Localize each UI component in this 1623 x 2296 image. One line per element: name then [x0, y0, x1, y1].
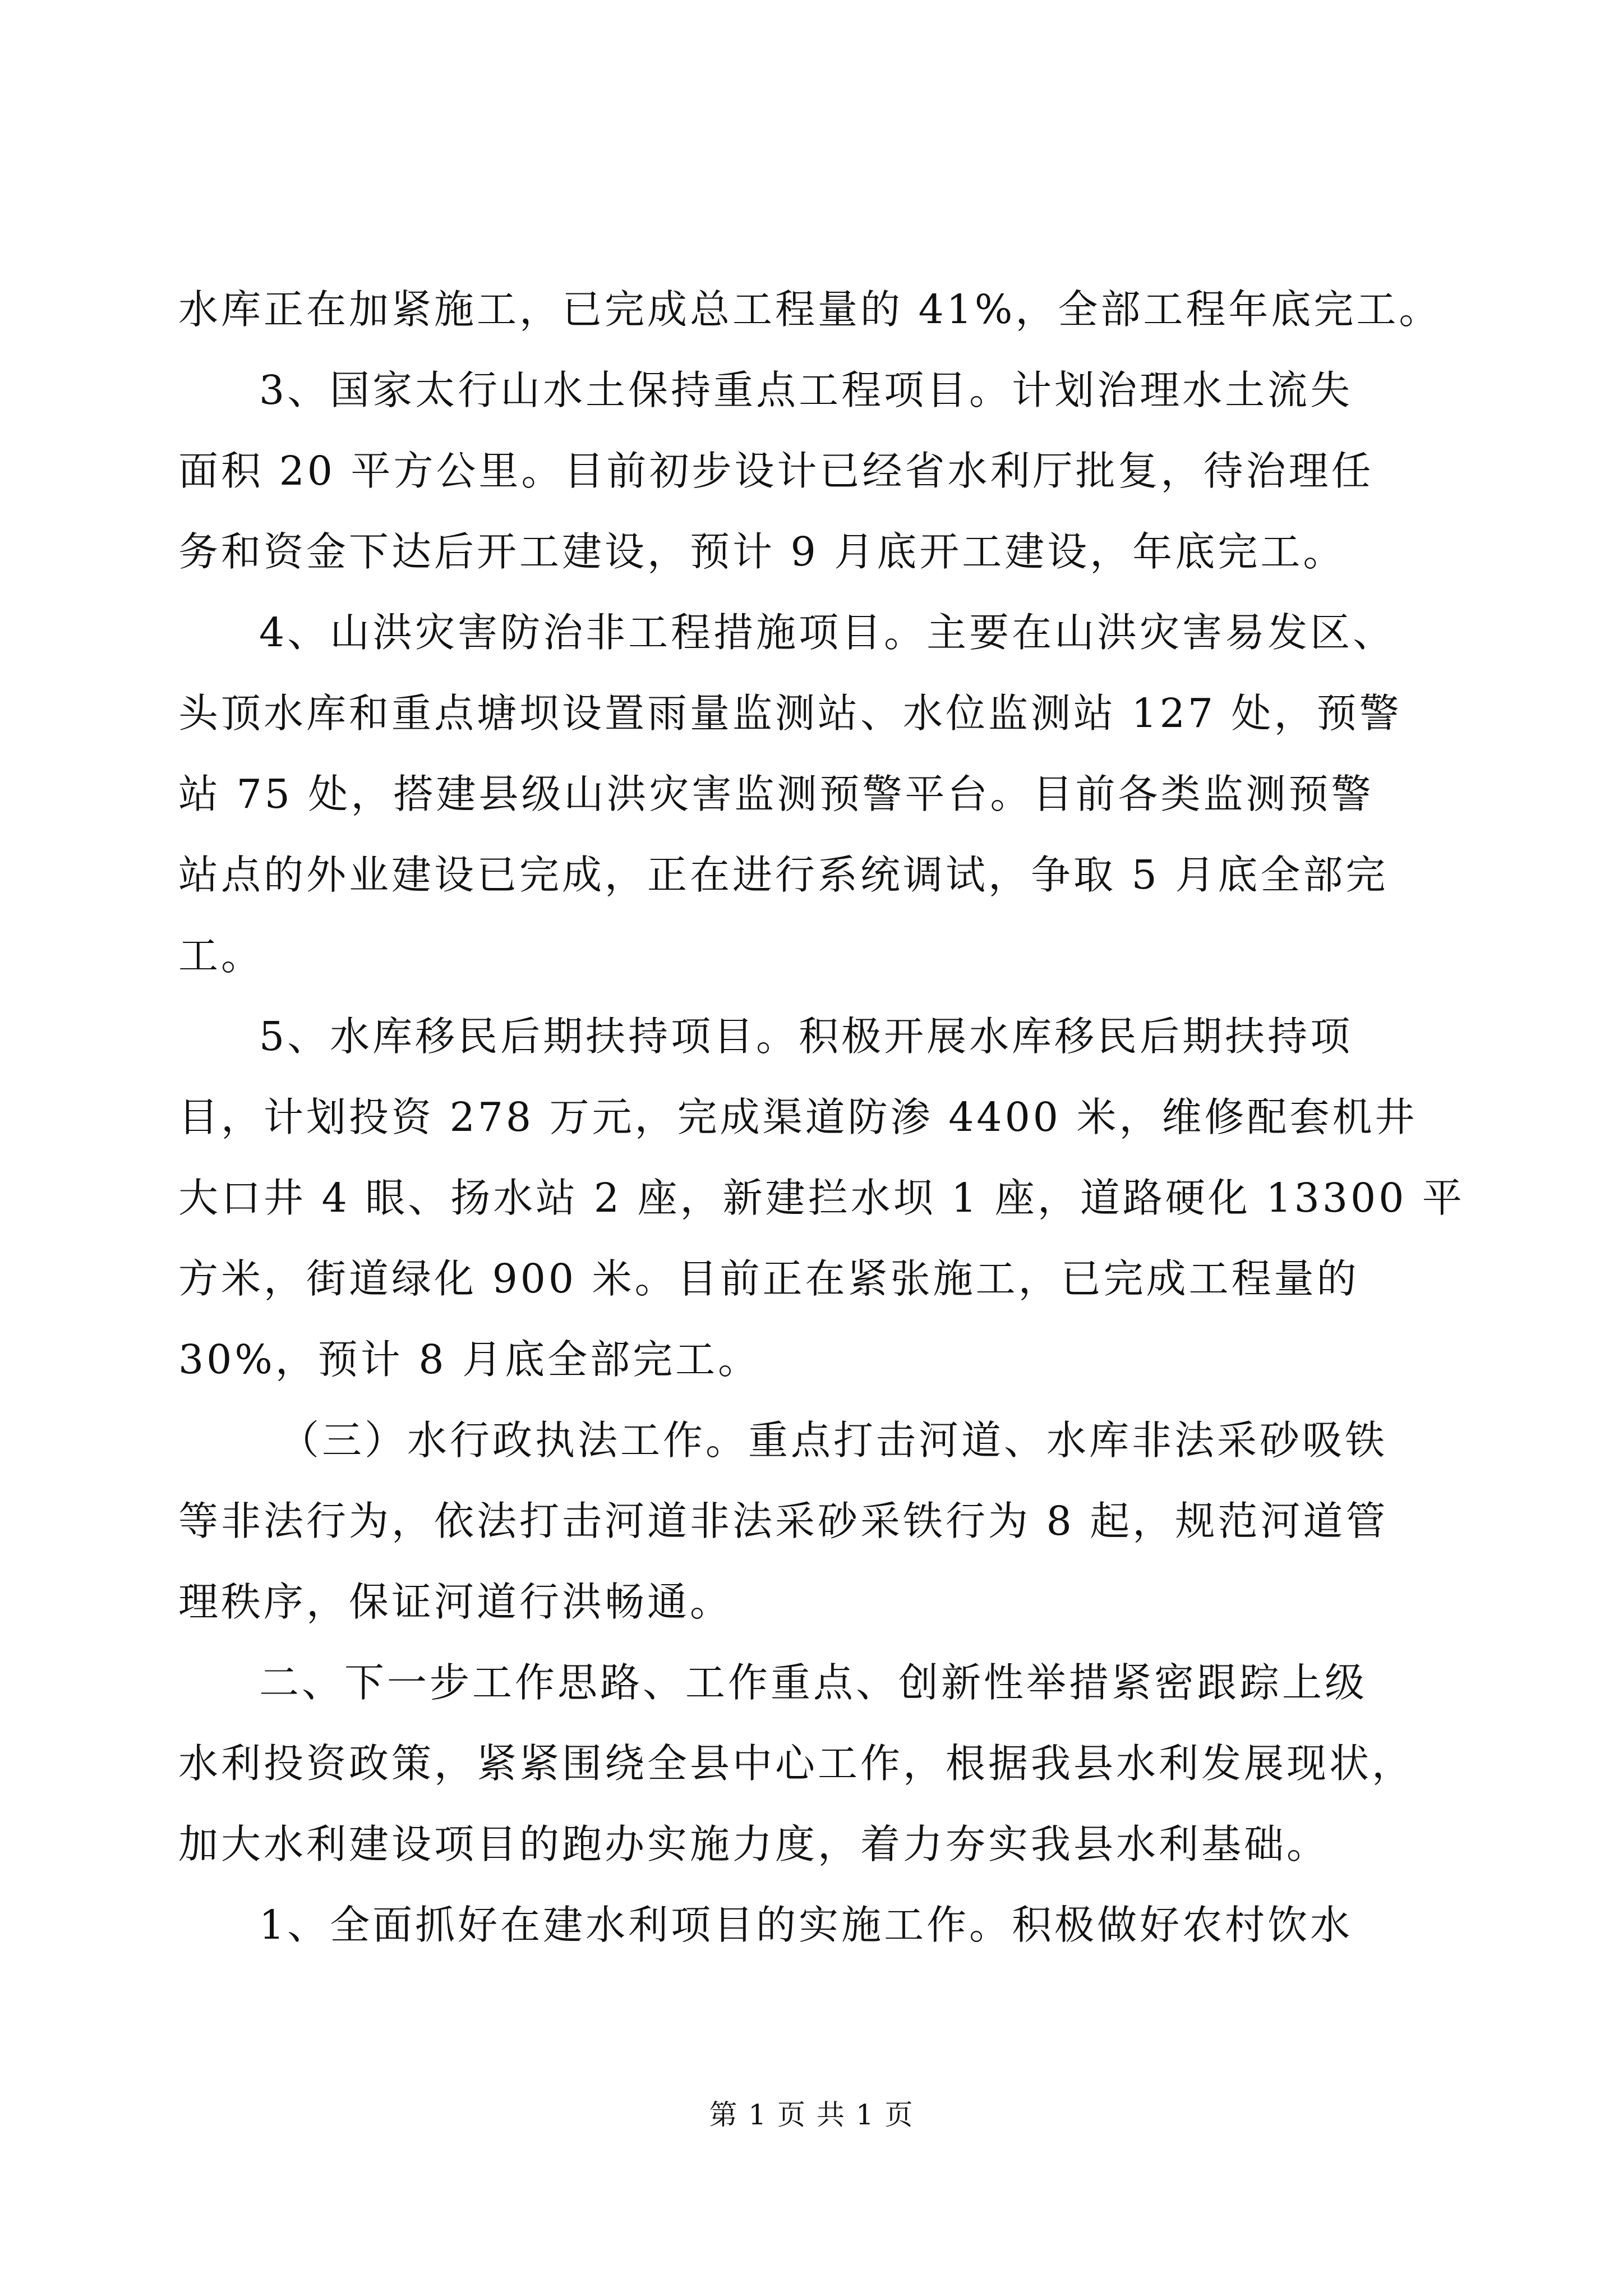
text-line: 目，计划投资 278 万元，完成渠道防渗 4400 米，维修配套机井: [178, 1094, 1418, 1140]
text-line: 30%，预计 8 月底全部完工。: [178, 1336, 761, 1383]
text-line: 大口井 4 眼、扬水站 2 座，新建拦水坝 1 座，道路硬化 13300 平: [178, 1175, 1465, 1221]
text-line: 站点的外业建设已完成，正在进行系统调试，争取 5 月底全部完: [178, 852, 1389, 898]
text-line: 水利投资政策，紧紧围绕全县中心工作，根据我县水利发展现状，: [178, 1740, 1415, 1787]
text-line: 4、山洪灾害防治非工程措施项目。主要在山洪灾害易发区、: [259, 609, 1396, 656]
text-line: 1、全面抓好在建水利项目的实施工作。积极做好农村饮水: [259, 1902, 1353, 1948]
text-line: 加大水利建设项目的跑办实施力度，着力夯实我县水利基础。: [178, 1821, 1330, 1867]
paragraph-section-next-steps: [178, 1642, 1440, 1885]
paragraph-section-3: [178, 1400, 1440, 1642]
text-line: 工。: [178, 932, 264, 979]
text-line: 水库正在加紧施工，已完成总工程量的 41%，全部工程年底完工。: [178, 286, 1442, 333]
text-line: 等非法行为，依法打击河道非法采砂采铁行为 8 起，规范河道管: [178, 1498, 1389, 1544]
text-line: 头顶水库和重点塘坝设置雨量监测站、水位监测站 127 处，预警: [178, 690, 1402, 737]
text-line: 方米，街道绿化 900 米。目前正在紧张施工，已完成工程量的: [178, 1255, 1359, 1302]
paragraph-item-5: [178, 996, 1465, 1400]
paragraph-item-3: [178, 350, 1440, 592]
document-body: [178, 269, 1465, 1966]
text-line: 5、水库移民后期扶持项目。积极开展水库移民后期扶持项: [259, 1013, 1353, 1060]
page-number-footer: 第 1 页 共 1 页: [709, 2099, 914, 2131]
text-line: 务和资金下达后开工建设，预计 9 月底开工建设，年底完工。: [178, 528, 1346, 575]
text-line: 面积 20 平方公里。目前初步设计已经省水利厅批复，待治理任: [178, 448, 1374, 494]
text-line: 理秩序，保证河道行洪畅通。: [178, 1579, 733, 1625]
text-line: 站 75 处，搭建县级山洪灾害监测预警平台。目前各类监测预警: [178, 771, 1374, 817]
text-line: 3、国家太行山水土保持重点工程项目。计划治理水土流失: [259, 367, 1353, 413]
text-line: （三）水行政执法工作。重点打击河道、水库非法采砂吸铁: [279, 1417, 1388, 1464]
text-line: 二、下一步工作思路、工作重点、创新性举措紧密跟踪上级: [259, 1659, 1368, 1706]
paragraph-next-item-1: [178, 1885, 1440, 1966]
paragraph-continuation: [178, 269, 1440, 350]
paragraph-item-4: [178, 592, 1440, 996]
